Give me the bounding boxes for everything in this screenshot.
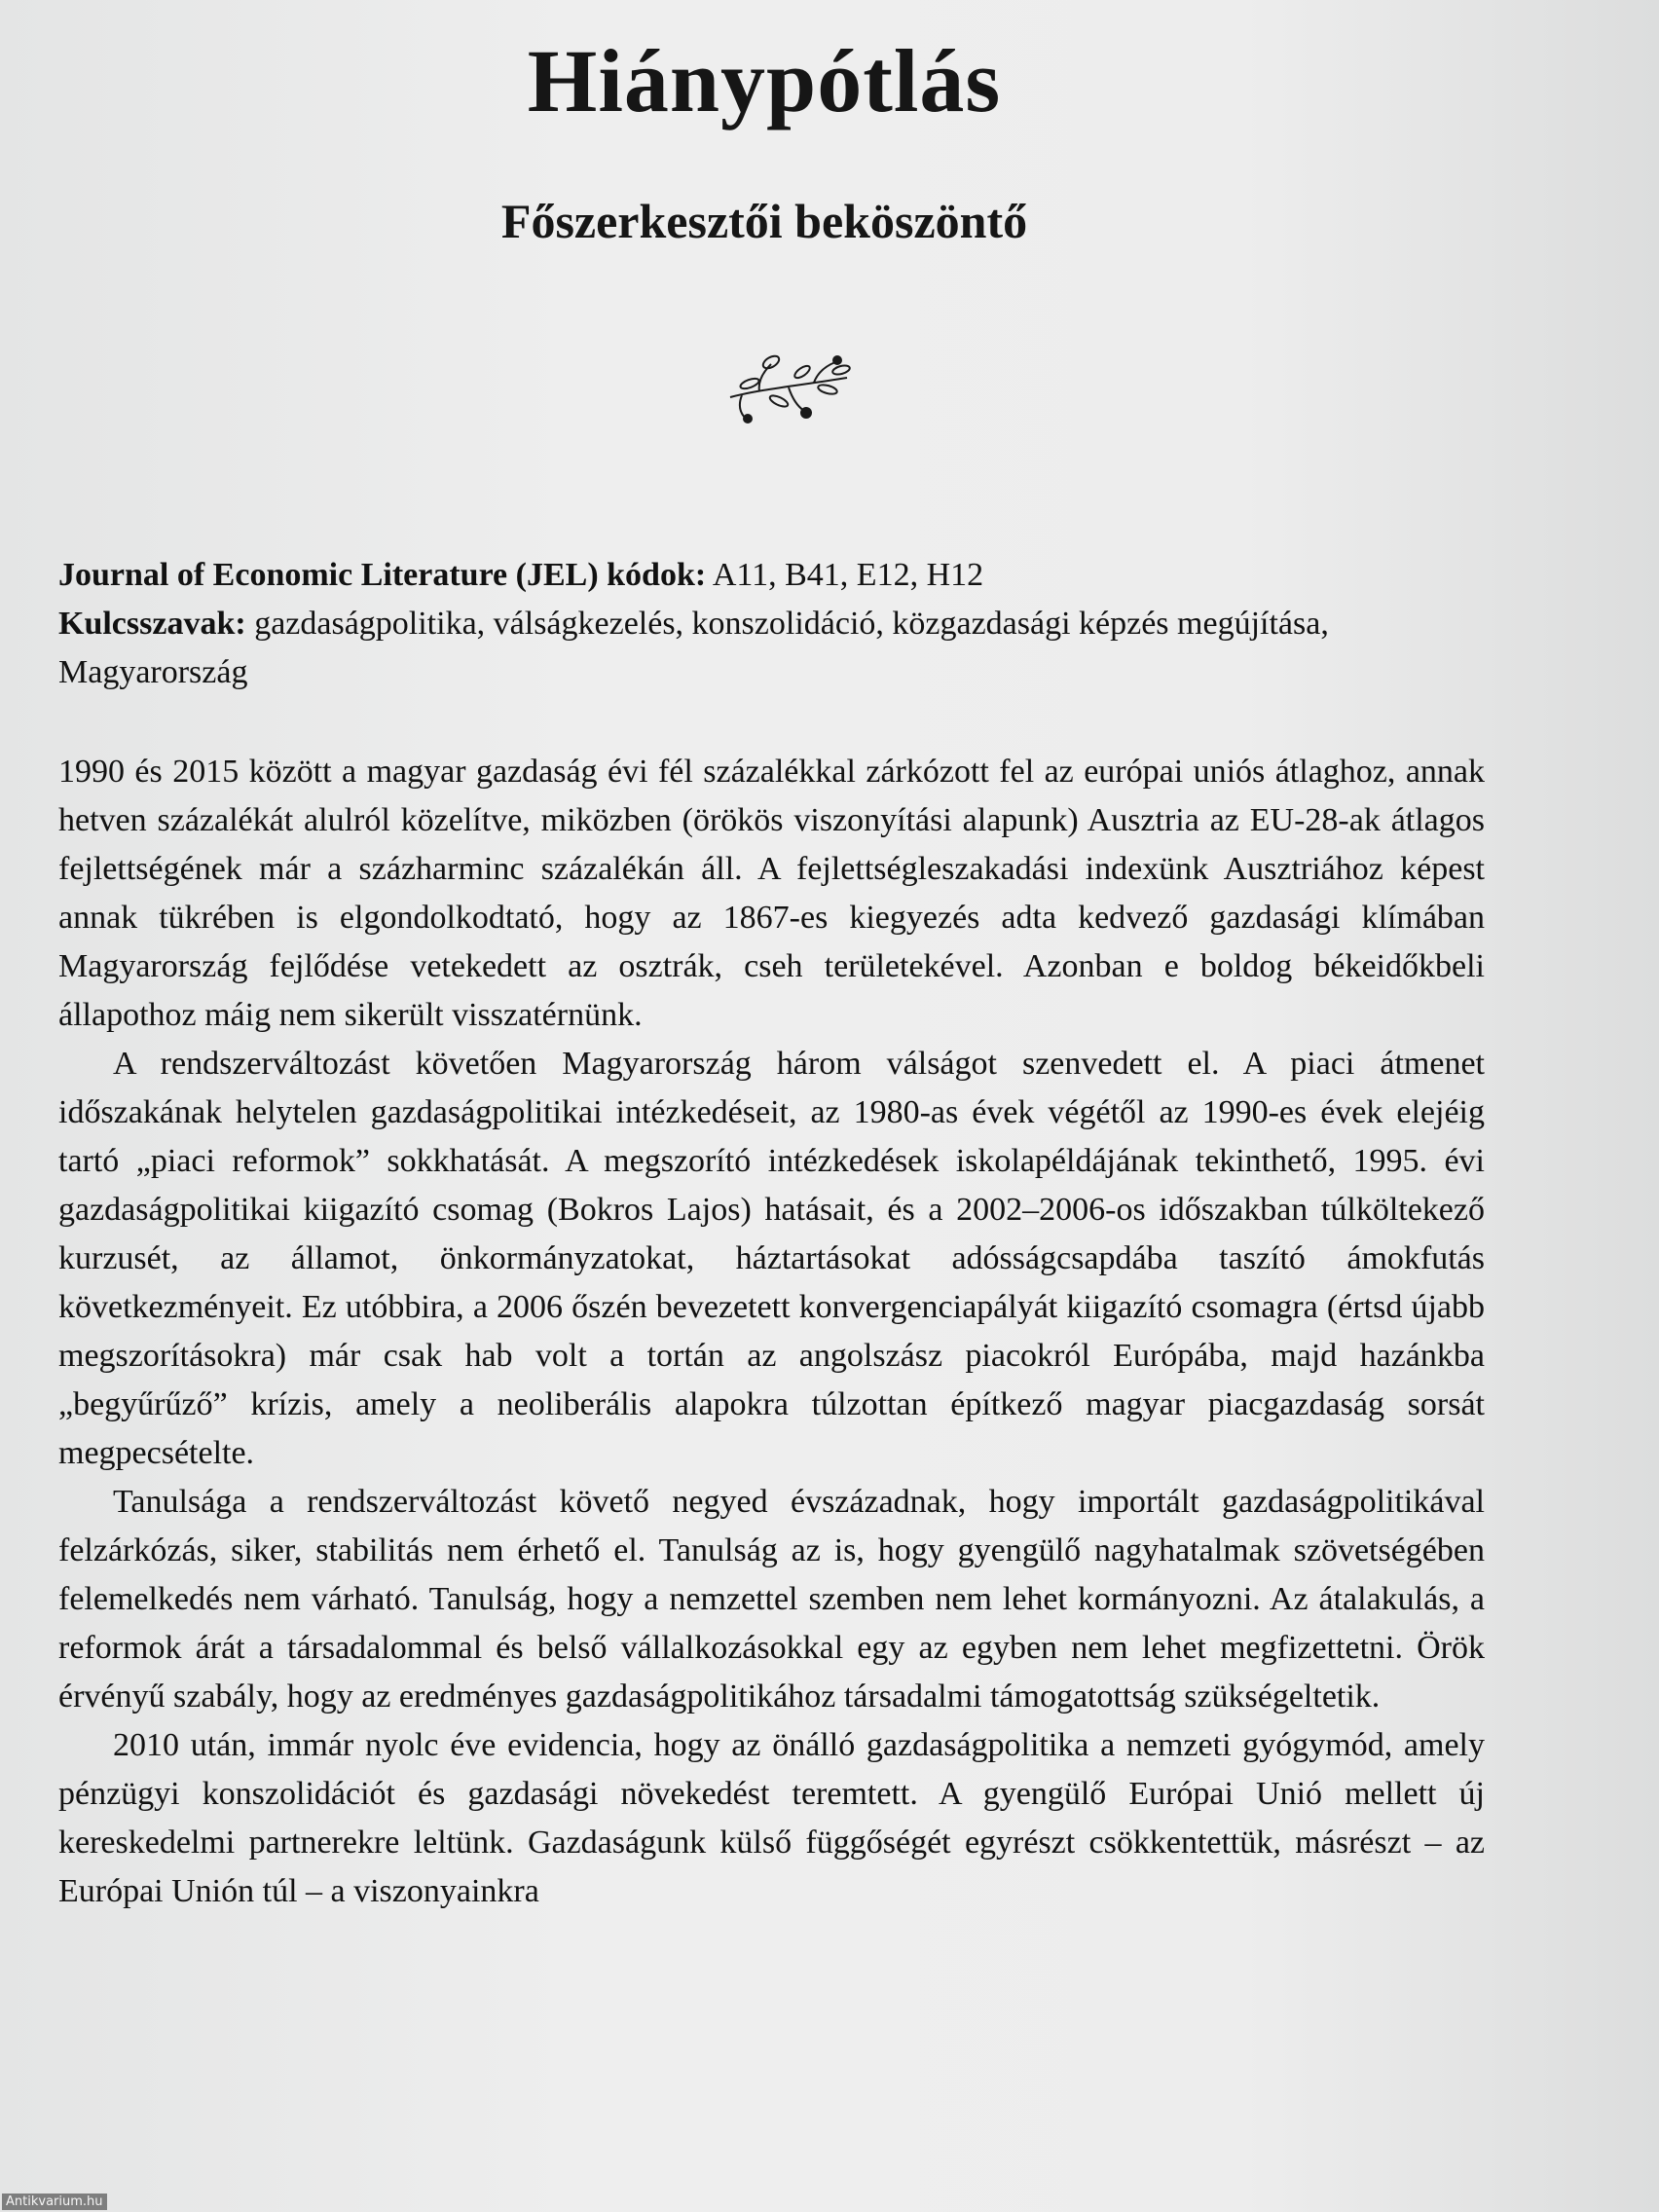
article-body	[58, 748, 1485, 1916]
olive-branch-icon	[720, 350, 857, 428]
paragraph-1: 1990 és 2015 között a magyar gazdaság évi fél százalékkal zárkózott fel az európai uniós átlaghoz, annak hetven százalékát alulról közelítve, miközben (örökös viszonyítási alapunk) Ausztria az EU-28-ak átlagos fejlettségének már a százharminc százalékán áll. A fejlettségleszakadási indexünk Ausztriához képest annak tükrében is elgondolkodtató, hogy az 1867-es kiegyezés adta kedvező gazdasági klímában Magyarország fejlődése vetekedett az osztrák, cseh területekével. Azonban e boldog békeidőkbeli állapothoz máig nem sikerült visszatérnünk.	[58, 754, 1485, 1033]
paragraph-2: A rendszerváltozást követően Magyarország három válságot szenvedett el. A piaci átmenet időszakának helytelen gazdaságpolitikai intézkedéseit, az 1980-as évek végétől az 1990-es évek elejéig tartó „piaci reformok” sokkhatását. A megszorító intézkedések iskolapéldájának tekinthető, 1995. évi gazdaságpolitikai kiigazító csomag (Bokros Lajos) hatásait, és a 2002–2006-os időszakban túlköltekező kurzusét, az államot, önkormányzatokat, háztartásokat adósságcsapdába taszító ámokfutás következményeit. Ez utóbbira, a 2006 őszén bevezetett konvergenciapályát kiigazító csomagra (értsd újabb megszorításokra) már csak hab volt a tortán az angolszász piacokról Európába, majd hazánkba „begyűrűző” krízis, amely a neoliberális alapokra túlzottan építkező magyar piacgazdaság sorsát megpecsételte.	[58, 1046, 1485, 1471]
jel-label: Journal of Economic Literature (JEL) kódok:	[58, 557, 707, 593]
paragraph-3: Tanulsága a rendszerváltozást követő negyed évszázadnak, hogy importált gazdaságpolitikával felzárkózás, siker, stabilitás nem érhető el. Tanulság az is, hogy gyengülő nagyhatalmak szövetségében felemelkedés nem várható. Tanulság, hogy a nemzettel szemben nem lehet kormányozni. Az átalakulás, a reformok árát a társadalommal és belső vállalkozásokkal egy az egyben nem lehet megfizettetni. Örök érvényű szabály, hogy az eredményes gazdaságpolitikához társadalmi támogatottság szükségeltetik.	[58, 1484, 1485, 1714]
page-subtitle: Főszerkesztői beköszöntő	[500, 194, 1028, 248]
watermark: Antikvarium.hu	[2, 2194, 107, 2210]
keywords-line	[58, 600, 1485, 697]
paragraph-4: 2010 után, immár nyolc éve evidencia, hogy az önálló gazdaságpolitika a nemzeti gyógymód, amely pénzügyi konszolidációt és gazdasági növekedést teremtett. A gyengülő Európai Unió mellett új kereskedelmi partnerekre leltünk. Gazdaságunk külső függőségét egyrészt csökkentettük, másrészt – az Európai Unión túl – a viszonyainkra	[58, 1727, 1485, 1909]
jel-codes-line	[58, 551, 1485, 600]
article-metadata	[58, 551, 1485, 697]
keywords-text: gazdaságpolitika, válságkezelés, konszolidáció, közgazdasági képzés megújítása, Magyarország	[58, 606, 1329, 690]
jel-codes: A11, B41, E12, H12	[712, 557, 984, 593]
page-title: Hiánypótlás	[527, 31, 1002, 130]
keywords-label: Kulcsszavak:	[58, 606, 246, 642]
